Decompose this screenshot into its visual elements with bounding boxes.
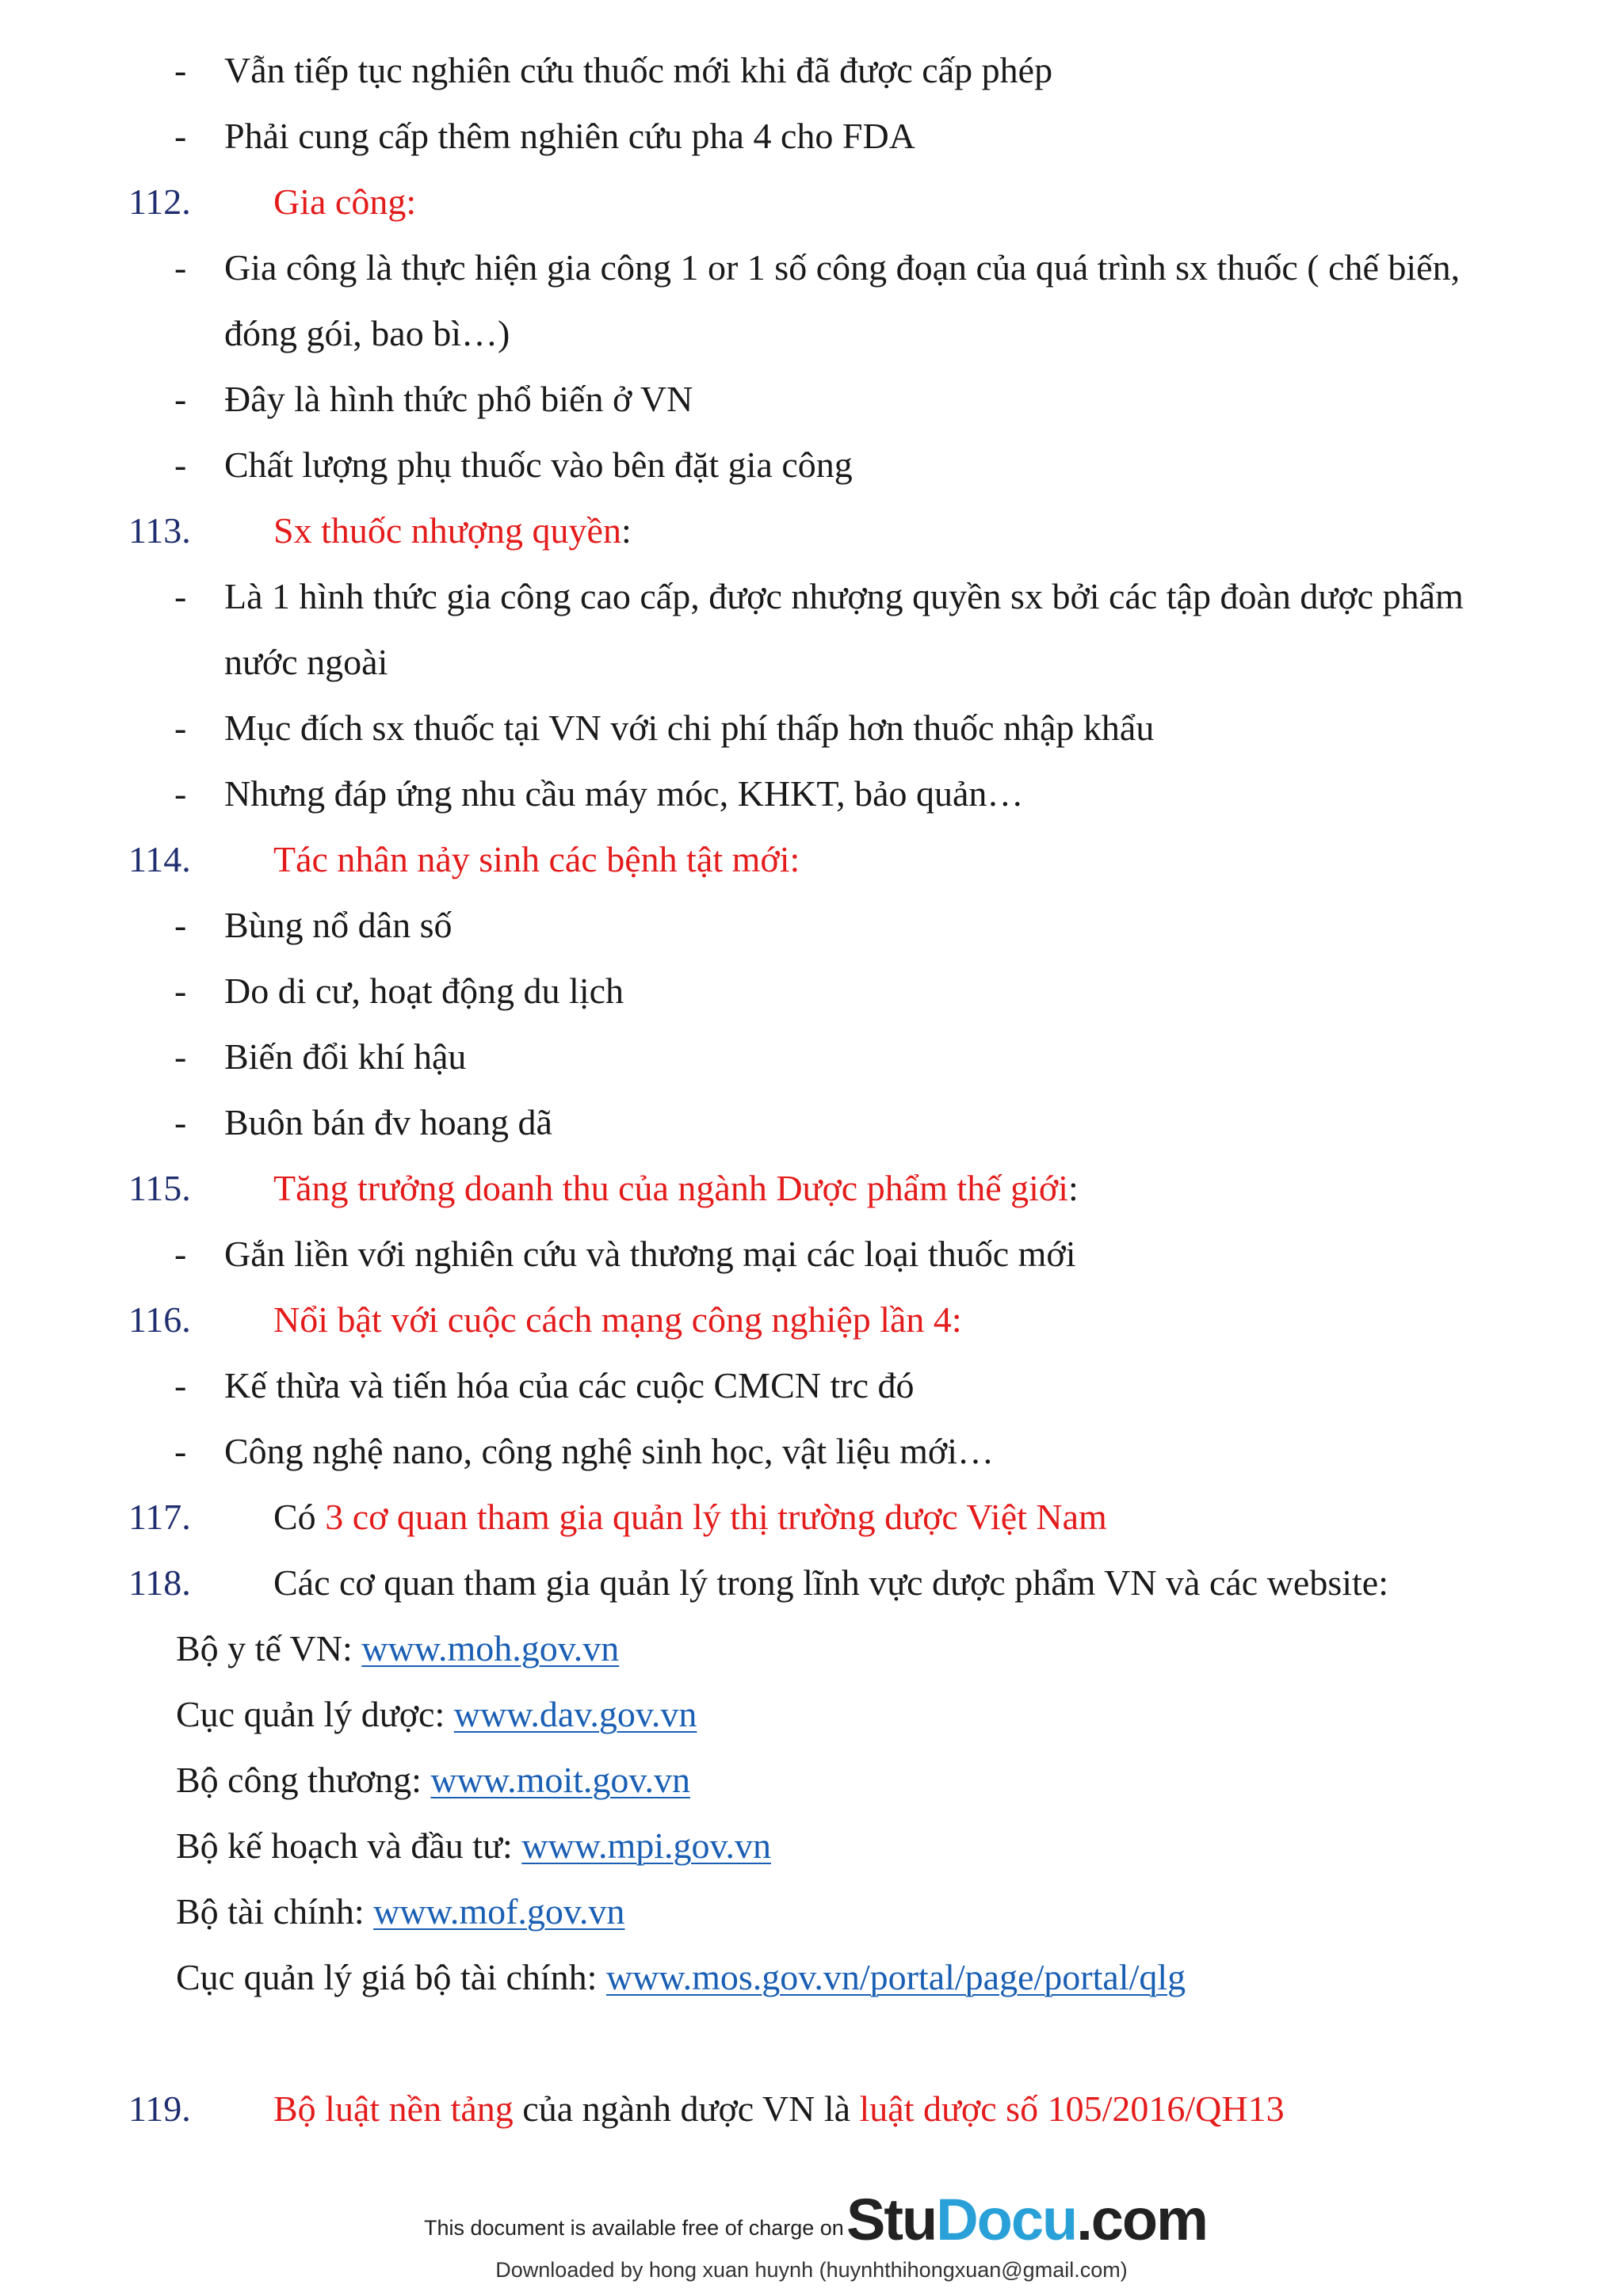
item-number: 116. (128, 1299, 191, 1340)
numbered-heading (0, 169, 1575, 235)
heading-highlight: Tăng trưởng doanh thu của ngành Dược phẩm thế giới (273, 1168, 1068, 1208)
website-entry (0, 1813, 1575, 1878)
bullet-item (0, 1024, 1575, 1089)
bullet-item (0, 366, 1575, 432)
website-line (176, 1615, 619, 1681)
website-link[interactable]: www.moh.gov.vn (361, 1628, 620, 1669)
heading-highlight: Sx thuốc nhượng quyền (273, 510, 621, 551)
bullet-item (0, 958, 1575, 1024)
agency-name: Cục quản lý dược: (176, 1694, 454, 1734)
bullet-text: Mục đích sx thuốc tại VN với chi phí thấp hơn thuốc nhập khẩu (224, 707, 1155, 748)
bullet-dash: - (174, 1036, 187, 1077)
bullet-item (0, 103, 1575, 169)
bullet-text: Buôn bán đv hoang dã (224, 1102, 552, 1142)
bullet-dash: - (174, 116, 187, 156)
item-number: 118. (128, 1562, 191, 1603)
numbered-heading (0, 1287, 1575, 1352)
heading-highlight: Gia công: (273, 181, 417, 222)
bullet-dash: - (174, 707, 187, 748)
heading-text (273, 1287, 962, 1352)
website-entry (0, 1615, 1575, 1681)
numbered-heading (0, 2076, 1575, 2142)
heading-text (273, 1484, 1107, 1550)
website-entry (0, 1747, 1575, 1813)
heading-rest: Các cơ quan tham gia quản lý trong lĩnh vực dược phẩm VN và các website: (273, 1562, 1388, 1603)
heading-highlight: 3 cơ quan tham gia quản lý thị trường dược Việt Nam (325, 1497, 1107, 1537)
bullet-item (0, 235, 1575, 300)
website-link[interactable]: www.mof.gov.vn (373, 1891, 625, 1932)
bullet-dash: - (174, 905, 187, 945)
item-number: 117. (128, 1497, 191, 1537)
footer-availability-text: This document is available free of charge on (424, 2216, 844, 2240)
heading-text (273, 169, 416, 235)
bullet-item (0, 432, 1575, 498)
agency-name: Bộ tài chính: (176, 1891, 374, 1932)
numbered-heading (0, 1550, 1575, 1615)
agency-name: Bộ kế hoạch và đầu tư: (176, 1825, 522, 1866)
heading-prefix: Có (273, 1497, 326, 1537)
heading-highlight: luật dược số 105/2016/QH13 (859, 2088, 1285, 2129)
numbered-heading (0, 498, 1575, 563)
item-number: 119. (128, 2088, 191, 2129)
website-link[interactable]: www.mos.gov.vn/portal/page/portal/qlg (605, 1957, 1186, 1997)
heading-highlight: Tác nhân nảy sinh các bệnh tật mới: (273, 839, 800, 879)
numbered-heading (0, 826, 1575, 892)
numbered-heading (0, 1155, 1575, 1221)
logo-part-docu: Docu (936, 2187, 1077, 2252)
heading-text (273, 1550, 1388, 1615)
bullet-text: Nhưng đáp ứng nhu cầu máy móc, KHKT, bảo quản… (224, 773, 1024, 814)
item-number: 112. (128, 181, 191, 222)
website-line (176, 1747, 690, 1813)
website-link[interactable]: www.mpi.gov.vn (521, 1825, 772, 1866)
bullet-dash: - (174, 1102, 187, 1142)
bullet-item (0, 1089, 1575, 1155)
heading-text (273, 2076, 1285, 2142)
bullet-dash: - (174, 1365, 187, 1405)
studocu-logo[interactable] (846, 2187, 1207, 2252)
bullet-continuation (0, 629, 1575, 695)
heading-rest: : (1068, 1168, 1079, 1208)
bullet-item (0, 37, 1575, 103)
bullet-text: Do di cư, hoạt động du lịch (224, 971, 624, 1011)
bullet-text: Biến đổi khí hậu (224, 1036, 467, 1077)
bullet-dash: - (174, 576, 187, 616)
bullet-item (0, 695, 1575, 761)
agency-name: Bộ y tế VN: (176, 1628, 362, 1669)
website-entry (0, 1681, 1575, 1747)
heading-highlight: Nổi bật với cuộc cách mạng công nghiệp lần 4: (273, 1299, 962, 1340)
item-number: 115. (128, 1168, 191, 1208)
numbered-heading (0, 1484, 1575, 1550)
heading-text (273, 1155, 1079, 1221)
heading-highlight: Bộ luật nền tảng (273, 2088, 514, 2129)
bullet-text: nước ngoài (224, 642, 388, 682)
studocu-footer (0, 2175, 1623, 2294)
website-entry (0, 1944, 1575, 2010)
website-line (176, 1813, 771, 1878)
blank-line (0, 2010, 1575, 2076)
bullet-continuation (0, 300, 1575, 366)
website-line (176, 1878, 624, 1944)
bullet-text: Kế thừa và tiến hóa của các cuộc CMCN trc đó (224, 1365, 915, 1405)
bullet-item (0, 1221, 1575, 1287)
bullet-dash: - (174, 1234, 187, 1274)
bullet-item (0, 1352, 1575, 1418)
bullet-text: Phải cung cấp thêm nghiên cứu pha 4 cho FDA (224, 116, 915, 156)
bullet-text: Chất lượng phụ thuốc vào bên đặt gia công (224, 444, 853, 485)
item-number: 114. (128, 839, 191, 879)
heading-rest: : (621, 510, 632, 551)
bullet-dash: - (174, 247, 187, 288)
bullet-text: Gắn liền với nghiên cứu và thương mại các loại thuốc mới (224, 1234, 1076, 1274)
heading-text (273, 826, 800, 892)
website-link[interactable]: www.moit.gov.vn (430, 1760, 690, 1800)
agency-name: Bộ công thương: (176, 1760, 431, 1800)
heading-text (273, 498, 632, 563)
bullet-text: Đây là hình thức phổ biến ở VN (224, 379, 693, 419)
bullet-item (0, 1418, 1575, 1484)
bullet-dash: - (174, 379, 187, 419)
website-line (176, 1944, 1186, 2010)
bullet-item (0, 892, 1575, 958)
bullet-dash: - (174, 50, 187, 90)
website-link[interactable]: www.dav.gov.vn (453, 1694, 697, 1734)
bullet-text: Công nghệ nano, công nghệ sinh học, vật liệu mới… (224, 1431, 995, 1471)
bullet-dash: - (174, 971, 187, 1011)
bullet-item (0, 563, 1575, 629)
heading-middle: của ngành dược VN là (513, 2088, 860, 2129)
bullet-text: đóng gói, bao bì…) (224, 313, 510, 353)
website-entry (0, 1878, 1575, 1944)
bullet-text: Bùng nổ dân số (224, 905, 453, 945)
bullet-dash: - (174, 444, 187, 485)
bullet-dash: - (174, 773, 187, 814)
bullet-text: Là 1 hình thức gia công cao cấp, được nhượng quyền sx bởi các tập đoàn dược phẩm (224, 576, 1464, 616)
logo-part-com: .com (1076, 2187, 1207, 2252)
footer-download-note: Downloaded by hong xuan huynh (huynhthihongxuan@gmail.com) (495, 2258, 1128, 2282)
bullet-text: Gia công là thực hiện gia công 1 or 1 số công đoạn của quá trình sx thuốc ( chế biến, (224, 247, 1461, 288)
bullet-text: Vẫn tiếp tục nghiên cứu thuốc mới khi đã được cấp phép (224, 50, 1053, 90)
bullet-dash: - (174, 1431, 187, 1471)
bullet-item (0, 761, 1575, 826)
item-number: 113. (128, 510, 191, 551)
logo-part-stu: Stu (846, 2187, 937, 2252)
website-line (176, 1681, 697, 1747)
agency-name: Cục quản lý giá bộ tài chính: (176, 1957, 606, 1997)
